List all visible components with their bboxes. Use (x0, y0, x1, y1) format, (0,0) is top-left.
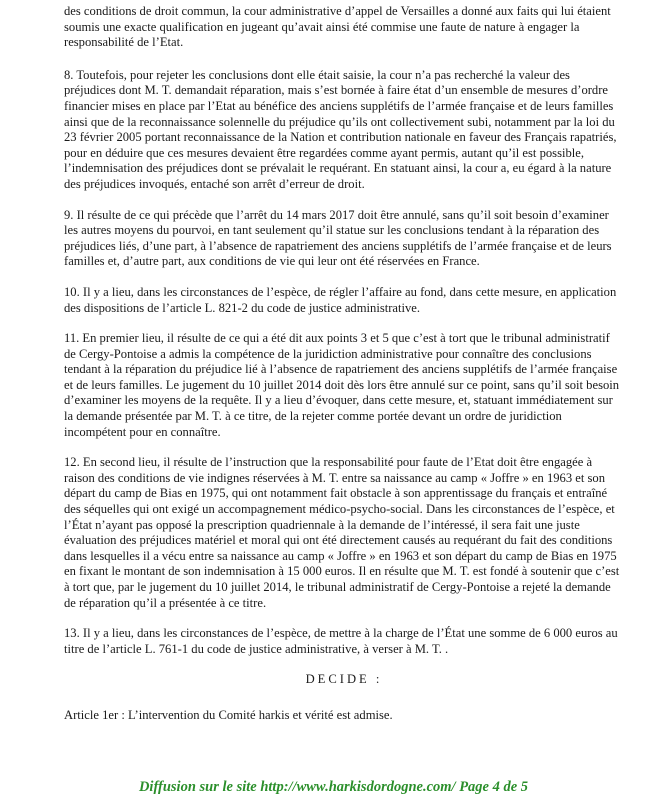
paragraph-12: 12. En second lieu, il résulte de l’instruction que la responsabilité pour faute de l’Etat doit être engagée à raison des conditions de vie indignes réservées à M. T. entre sa naissance au camp « Joffre » en 1963 et son départ du camp de Bias en 1975, qui ont notamment fait obstacle à son apprentissage du français et entraîné des séquelles qui ont exigé un accompagnement médico-psycho-social. Dans les circonstances de l’espèce, et l’État n’ayant pas opposé la prescription quadriennale à la demande de l’intéressé, il sera fait une juste évaluation des préjudices matériel et moral qui ont été directement causés au requérant du fait des conditions dans lesquelles il a vécu entre sa naissance au camp « Joffre » en 1963 et son départ du camp de Bias en 1975 en fixant le montant de son indemnisation à 15 000 euros. Il en résulte que M. T. est fondé à soutenir que c’est à tort que, par le jugement du 10 juillet 2014, le tribunal administratif de Cergy-Pontoise a rejeté la demande de réparation qu’il a présentée à ce titre. (64, 455, 620, 610)
decide-heading: DECIDE : (305, 672, 383, 687)
paragraph-9: 9. Il résulte de ce qui précède que l’arrêt du 14 mars 2017 doit être annulé, sans qu’il soit besoin d’examiner les autres moyens du pourvoi, en tant seulement qu’il statue sur les conclusions tendant à la réparation des préjudices liés, d’une part, à l’absence de rapatriement des anciens supplétifs de l’armée française et de leurs familles et, d’autre part, aux conditions de vie qui leur ont été réservées en France. (64, 207, 612, 269)
paragraph-intro: des conditions de droit commun, la cour administrative d’appel de Versailles a donné aux faits qui lui étaient soumis une exacte qualification en jugeant qu’avait ainsi été commise une faute de nature à engager la responsabilité de l’Etat. (64, 4, 611, 50)
footer-diffusion: Diffusion sur le site http://www.harkisdordogne.com/ Page 4 de 5 (138, 779, 529, 795)
paragraph-11: 11. En premier lieu, il résulte de ce qui a été dit aux points 3 et 5 que c’est à tort que le tribunal administratif de Cergy-Pontoise a admis la compétence de la juridiction administrative pour connaître des conclusions tendant à la réparation du préjudice lié à l’absence de rapatriement des anciens supplétifs de l’armée française et de leurs familles. Le jugement du 10 juillet 2014 doit dès lors être annulé sur ce point, sans qu’il soit besoin d’examiner les moyens de la requête. Il y a lieu d’évoquer, dans cette mesure, et, statuant immédiatement sur la demande présentée par M. T. à ce titre, de la rejeter comme portée devant un ordre de juridiction incompétent pour en connaître. (64, 331, 620, 439)
article-1: Article 1er : L’intervention du Comité harkis et vérité est admise. (64, 707, 393, 722)
paragraph-10: 10. Il y a lieu, dans les circonstances de l’espèce, de régler l’affaire au fond, dans cette mesure, en application des dispositions de l’article L. 821-2 du code de justice administrative. (64, 284, 617, 315)
paragraph-13: 13. Il y a lieu, dans les circonstances de l’espèce, de mettre à la charge de l’État une somme de 6 000 euros au titre de l’article L. 761-1 du code de justice administrative, à verser à M. T. . (64, 626, 618, 656)
paragraph-8: 8. Toutefois, pour rejeter les conclusions dont elle était saisie, la cour n’a pas recherché la valeur des préjudices dont M. T. demandait réparation, mais s’est bornée à faire état d’un ensemble de mesures d’ordre financier mises en place par l’Etat au bénéfice des anciens supplétifs de l’armée française et de leurs familles ainsi que de la reconnaissance solennelle du préjudice qu’ils ont collectivement subi, notamment par la loi du 23 février 2005 portant reconnaissance de la Nation et contribution nationale en faveur des Français rapatriés, pour en déduire que ces mesures devaient être regardées comme ayant permis, autant qu’il est possible, l’indemnisation des préjudices dont se prévalait le requérant. En statuant ainsi, la cour a, eu égard à la nature des préjudices invoqués, entaché son arrêt d’erreur de droit. (64, 67, 617, 191)
document-page (64, 4, 624, 739)
